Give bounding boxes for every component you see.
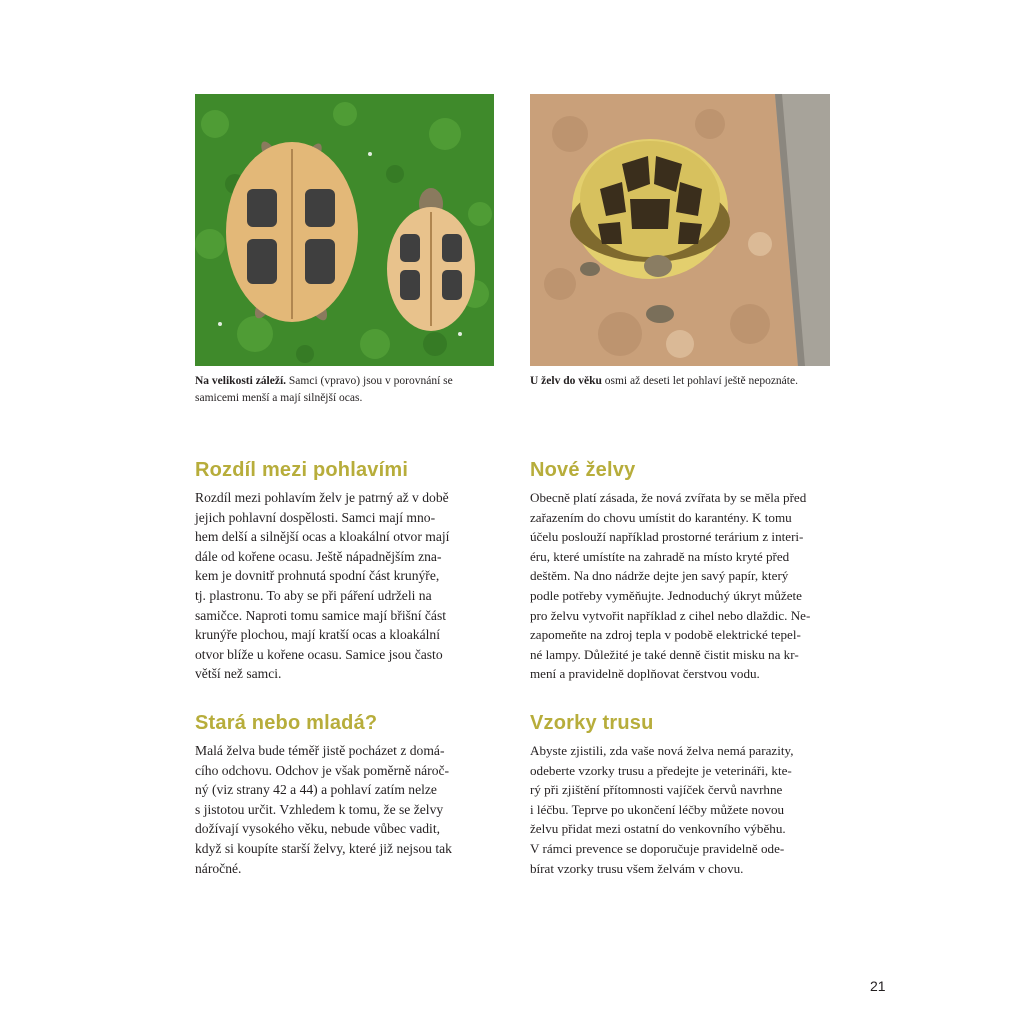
caption-left-bold: Na velikosti záleží. [195, 375, 287, 387]
paragraph-old-or-young [195, 741, 495, 878]
heading-sex-difference: Rozdíl mezi pohlavími [195, 459, 409, 481]
text-line: mení a pravidelně doplňovat čerstvou vodu. [530, 666, 760, 682]
text-line: bírat vzorky trusu všem želvám v chovu. [530, 860, 744, 876]
paragraph-sex-difference [195, 488, 495, 684]
text-line: deštěm. Na dno nádrže dejte jen savý papír, který [530, 568, 789, 584]
text-line: rý při zjištění přítomnosti vajíček červů navrhne [530, 782, 783, 798]
photo-tortoises-on-backs [195, 94, 494, 366]
text-line: náročné. [195, 860, 242, 876]
text-line: když si koupíte starší želvy, které již nejsou tak [195, 840, 452, 856]
heading-old-or-young: Stará nebo mladá? [195, 712, 378, 734]
caption-left [195, 373, 495, 407]
text-line: né lampy. Důležité je také denně čistit misku na kr- [530, 646, 799, 662]
text-line: odeberte vzorky trusu a předejte je veterináři, kte- [530, 762, 792, 778]
text-line: cího odchovu. Odchov je však poměrně nároč- [195, 762, 450, 778]
text-line: želvu přidat mezi ostatní do venkovního výběhu. [530, 821, 786, 837]
text-line: Rozdíl mezi pohlavím želv je patrný až v době [195, 490, 449, 505]
text-line: éru, které umístíte na zahradě na místo kryté před [530, 548, 790, 564]
text-line: zapomeňte na zdroj tepla v podobě elektrické tepel- [530, 627, 801, 643]
text-line: dále od kořene ocasu. Ještě nápadnějším zna- [195, 548, 442, 564]
text-line: krunýře plochou, mají kratší ocas a kloakální [195, 627, 440, 643]
text-line: dožívají vysokého věku, nebude vůbec vadit, [195, 821, 440, 837]
text-line: V rámci prevence se doporučuje pravidelně ode- [530, 840, 785, 856]
caption-left-line2: samicemi menší a mají silnější ocas. [195, 392, 363, 404]
photo-young-tortoise-on-sand [530, 94, 830, 366]
heading-stool-samples: Vzorky trusu [530, 712, 654, 734]
heading-new-turtles: Nové želvy [530, 459, 636, 481]
text-line: pro želvu vytvořit například z cihel nebo dlaždic. Ne- [530, 607, 811, 623]
caption-right-bold: U želv do věku [530, 375, 602, 387]
paragraph-stool-samples [530, 741, 830, 878]
text-line: účelu poslouží například prostorné terárium z interi- [530, 529, 804, 545]
caption-right [530, 373, 830, 390]
page-number: 21 [870, 978, 886, 994]
text-line: větší než samci. [195, 666, 282, 682]
text-line: podle potřeby vyměňujte. Jednoduchý úkryt můžete [530, 587, 802, 603]
text-line: samičce. Naproti tomu samice mají břišní část [195, 607, 447, 623]
text-line: Abyste zjistili, zda vaše nová želva nemá parazity, [530, 743, 794, 758]
paragraph-new-turtles [530, 488, 830, 684]
text-line: tj. plastronu. To aby se při páření udrželi na [195, 587, 432, 603]
text-line: s jistotou určit. Vzhledem k tomu, že se želvy [195, 801, 444, 817]
text-line: jejich pohlavní dospělosti. Samci mají mno- [195, 509, 436, 525]
text-line: hem delší a silnější ocas a kloakální otvor mají [195, 529, 450, 545]
text-line: i léčbu. Teprve po ukončení léčby můžete novou [530, 801, 785, 817]
text-line: kem je dovnitř prohnutá spodní část krunýře, [195, 568, 440, 584]
text-line: Obecně platí zásada, že nová zvířata by se měla před [530, 490, 807, 505]
text-line: otvor blíže u kořene ocasu. Samice jsou často [195, 646, 443, 662]
text-line: zařazením do chovu umístit do karantény. K tomu [530, 509, 792, 525]
text-line: Malá želva bude téměř jistě pocházet z domá- [195, 743, 445, 758]
caption-right-text: osmi až deseti let pohlaví ještě nepoznáte. [601, 375, 798, 387]
caption-left-text: Samci (vpravo) jsou v porovnání se [286, 375, 453, 387]
text-line: ný (viz strany 42 a 44) a pohlaví zatím nelze [195, 782, 437, 798]
